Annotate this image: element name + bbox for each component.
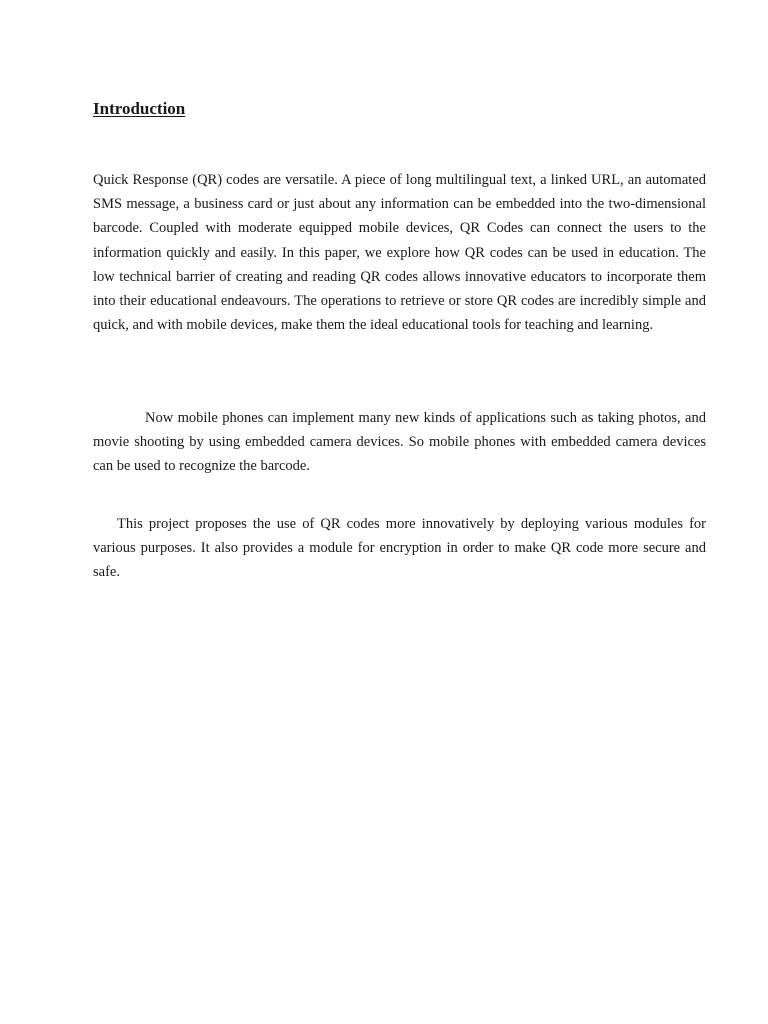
paragraph-qr-overview: Quick Response (QR) codes are versatile. A piece of long multilingual text, a linked URL, an automated SMS message, a business card or just about any information can be embedded into the two-dimensional barcode. Coupled with moderate equipped mobile devices, QR Codes can connect the users to the information quickly and easily. In this paper, we explore how QR codes can be used in education. The low technical barrier of creating and reading QR codes allows innovative educators to incorporate them into their educational endeavours. The operations to retrieve or store QR codes are incredibly simple and quick, and with mobile devices, make them the ideal educational tools for teaching and learning.	[93, 172, 706, 334]
paragraph-mobile-phones: Now mobile phones can implement many new kinds of applications such as taking photos, and movie shooting by using embedded camera devices. So mobile phones with embedded camera devices can be used to recognize the barcode.	[93, 410, 706, 475]
section-heading: Introduction	[93, 99, 186, 118]
paragraph-project-proposal: This project proposes the use of QR codes more innovatively by deploying various modules for various purposes. It also provides a module for encryption in order to make QR code more secure and safe.	[93, 516, 706, 581]
